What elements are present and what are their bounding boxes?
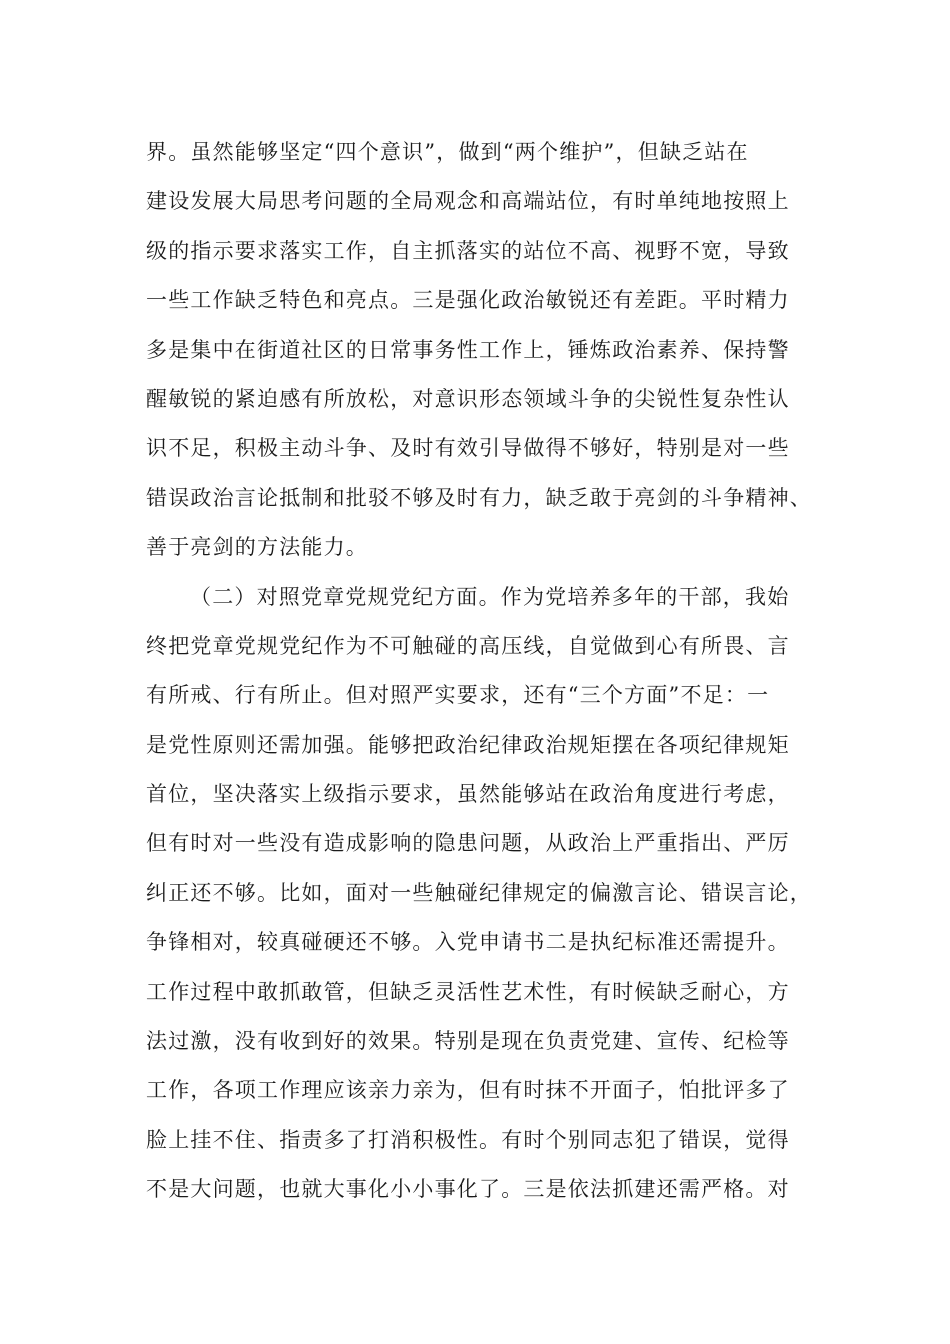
text-line: 终把党章党规党纪作为不可触碰的高压线，自觉做到心有所畏、言 [146, 633, 790, 658]
document-body [146, 130, 812, 1217]
text-line: 脸上挂不住、指责多了打消积极性。有时个别同志犯了错误，觉得 [146, 1127, 790, 1152]
text-line: 工作，各项工作理应该亲力亲为，但有时抹不开面子，怕批评多了 [146, 1078, 790, 1103]
text-line: 建设发展大局思考问题的全局观念和高端站位，有时单纯地按照上 [146, 189, 790, 214]
text-line: 一些工作缺乏特色和亮点。三是强化政治敏锐还有差距。平时精力 [146, 288, 790, 313]
text-line: 但有时对一些没有造成影响的隐患问题，从政治上严重指出、严厉 [146, 831, 790, 856]
text-line: 醒敏锐的紧迫感有所放松，对意识形态领域斗争的尖锐性复杂性认 [146, 386, 790, 411]
text-line: 不是大问题，也就大事化小小事化了。三是依法抓建还需严格。对 [146, 1177, 790, 1202]
text-line: 级的指示要求落实工作，自主抓落实的站位不高、视野不宽，导致 [146, 238, 790, 263]
text-line: 善于亮剑的方法能力。 [146, 535, 368, 560]
text-line: 首位，坚决落实上级指示要求，虽然能够站在政治角度进行考虑， [146, 782, 790, 807]
text-line: 识不足，积极主动斗争、及时有效引导做得不够好，特别是对一些 [146, 436, 790, 461]
text-line: 多是集中在街道社区的日常事务性工作上，锤炼政治素养、保持警 [146, 337, 790, 362]
section-heading-line: （二）对照党章党规党纪方面。作为党培养多年的干部，我始 [190, 584, 790, 609]
text-line: 纠正还不够。比如，面对一些触碰纪律规定的偏激言论、错误言论， [146, 880, 812, 905]
text-line: 法过激，没有收到好的效果。特别是现在负责党建、宣传、纪检等 [146, 1029, 790, 1054]
text-line: 有所戒、行有所止。但对照严实要求，还有“三个方面”不足：一 [146, 683, 770, 708]
text-line: 是党性原则还需加强。能够把政治纪律政治规矩摆在各项纪律规矩 [146, 732, 790, 757]
text-line: 争锋相对，较真碰硬还不够。入党申请书二是执纪标准还需提升。 [146, 930, 790, 955]
text-line: 工作过程中敢抓敢管，但缺乏灵活性艺术性，有时候缺乏耐心，方 [146, 979, 790, 1004]
text-line: 界。虽然能够坚定“四个意识”，做到“两个维护”，但缺乏站在 [146, 140, 749, 164]
text-line: 错误政治言论抵制和批驳不够及时有力，缺乏敢于亮剑的斗争精神、 [146, 485, 812, 510]
